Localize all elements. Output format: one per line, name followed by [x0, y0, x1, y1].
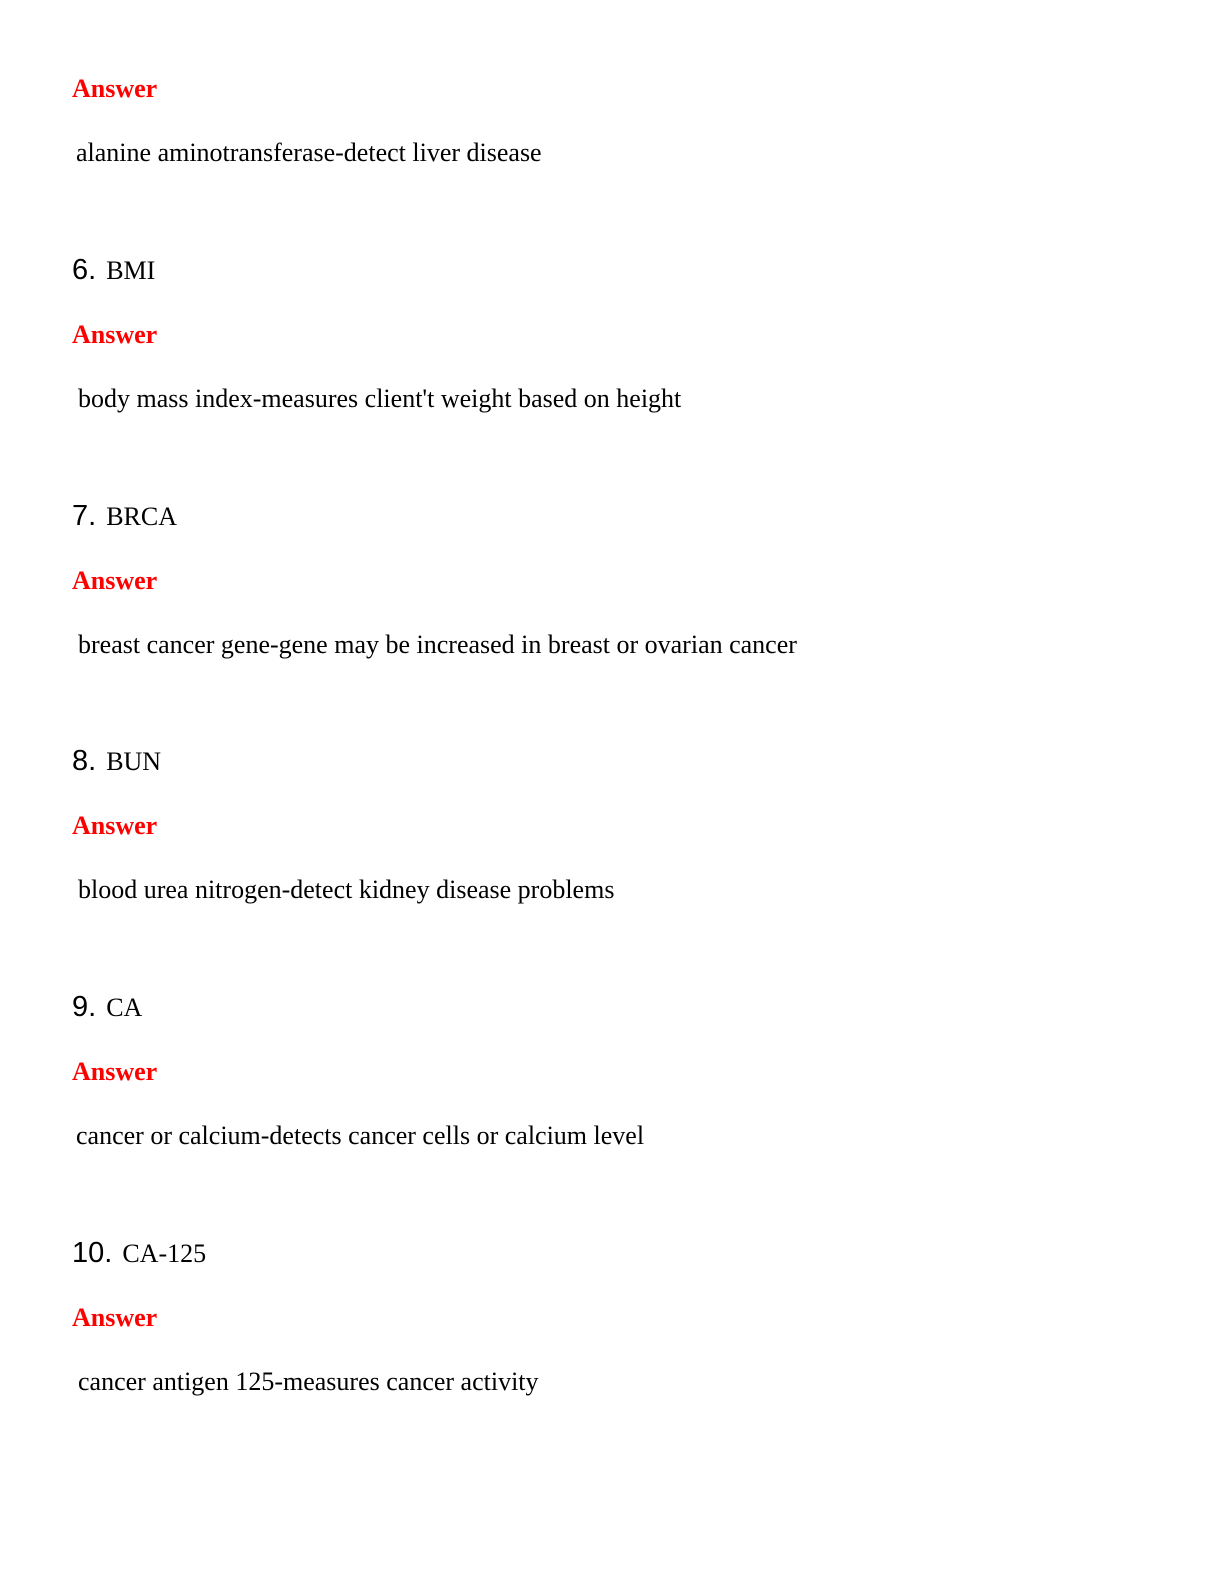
answer-text: alanine aminotransferase-detect liver disease	[76, 138, 542, 167]
answer-text: blood urea nitrogen-detect kidney disease problems	[78, 875, 615, 904]
question-item-8	[72, 747, 161, 776]
answer-label: Answer	[72, 320, 158, 349]
question-term: CA-125	[122, 1239, 207, 1268]
answer-text: cancer antigen 125-measures cancer activity	[78, 1367, 539, 1396]
question-number: 7.	[72, 500, 97, 532]
question-item-7	[72, 502, 177, 531]
answer-label: Answer	[72, 1303, 158, 1332]
question-item-10	[72, 1239, 206, 1268]
question-number: 8.	[72, 745, 97, 777]
answer-label: Answer	[72, 566, 158, 595]
answer-text: body mass index-measures client't weight based on height	[78, 384, 682, 413]
question-term: BMI	[106, 256, 156, 285]
question-number: 9.	[72, 991, 97, 1023]
question-term: BRCA	[106, 502, 177, 531]
answer-label: Answer	[72, 811, 158, 840]
answer-text: cancer or calcium-detects cancer cells or calcium level	[76, 1121, 645, 1150]
answer-label: Answer	[72, 1057, 158, 1086]
answer-text: breast cancer gene-gene may be increased in breast or ovarian cancer	[78, 630, 797, 659]
question-term: CA	[106, 993, 143, 1022]
question-number: 6.	[72, 254, 97, 286]
question-term: BUN	[106, 747, 162, 776]
answer-label: Answer	[72, 74, 158, 103]
question-number: 10.	[72, 1237, 113, 1269]
question-item-9	[72, 993, 142, 1022]
question-item-6	[72, 256, 155, 285]
